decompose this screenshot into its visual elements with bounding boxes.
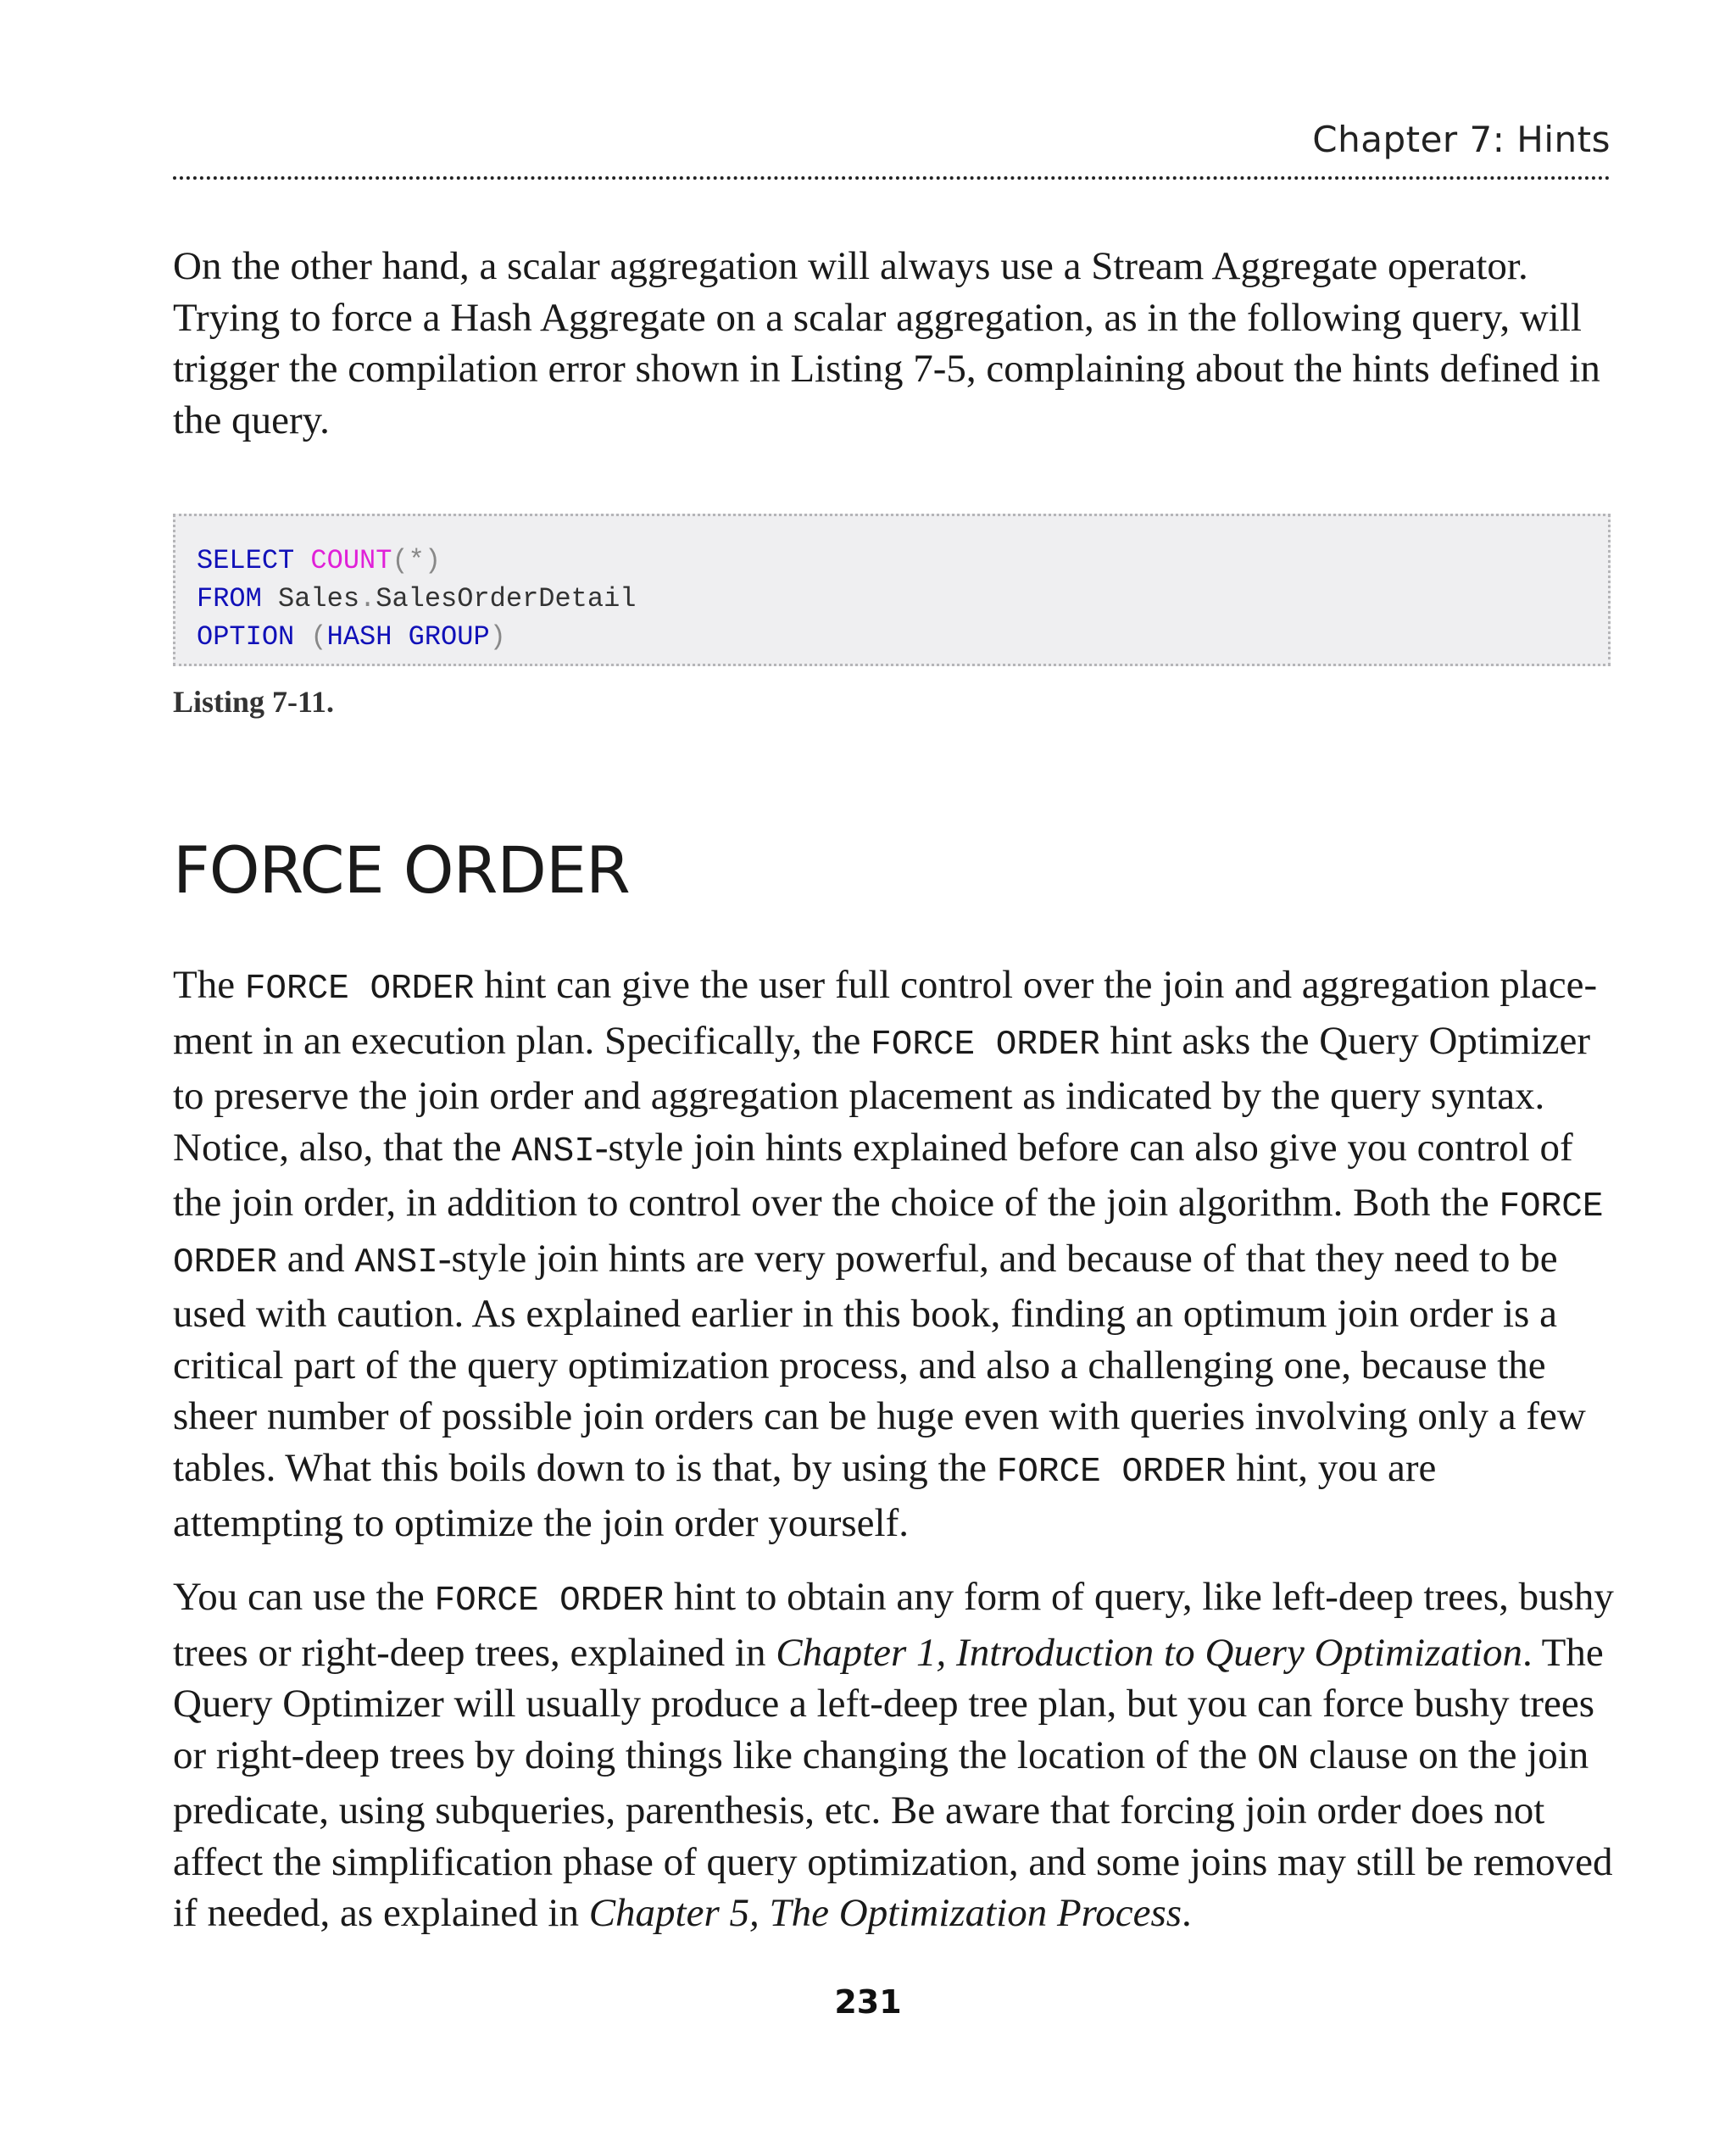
page-header bbox=[173, 112, 1611, 180]
inline-code: FORCE ORDER bbox=[173, 1187, 1604, 1282]
inline-code: FORCE ORDER bbox=[244, 970, 475, 1009]
code-punctuation: ) bbox=[489, 621, 506, 653]
code-punctuation: . bbox=[359, 583, 376, 614]
code-keyword: OPTION bbox=[197, 621, 295, 653]
code-identifier: Sales bbox=[278, 583, 360, 614]
paragraph-text: hint, you are attempting to optimize the join order yourself. bbox=[173, 1445, 1437, 1545]
code-line-3 bbox=[197, 618, 1608, 656]
intro-paragraph: On the other hand, a scalar aggregation will always use a Stream Aggregate operator. Trying to force a Hash Aggregate on a scalar aggregation, as in the following query, will trigger the compilation error shown in Listing 7-5, complaining about the hints defined in the query. bbox=[173, 244, 1600, 442]
paragraph-text: hint can give the user full control over the join and aggregation placement in an execution plan. Specifically, the bbox=[173, 963, 1598, 1063]
inline-code: FORCE ORDER bbox=[996, 1452, 1227, 1492]
paragraph-text: clause on the join predicate, using subqueries, parenthesis, etc. Be aware that forcing join order does not affect the simplification phase of query optimization, and some joins may still be removed if needed, as explained in bbox=[173, 1732, 1613, 1935]
paragraph-text: and bbox=[277, 1236, 355, 1281]
inline-code: ON bbox=[1257, 1739, 1299, 1779]
code-function: COUNT bbox=[310, 545, 392, 576]
paragraph-text: The bbox=[173, 963, 245, 1007]
code-keyword: SELECT bbox=[197, 545, 295, 576]
code-identifier: SalesOrderDetail bbox=[376, 583, 637, 614]
code-line-2 bbox=[197, 580, 1608, 618]
page-number: 231 bbox=[834, 1983, 902, 2021]
paragraph-text: -style join hints explained before can also give you control of the join order, in addition to control over the choice of the join algorithm. Both the bbox=[173, 1125, 1573, 1225]
chapter-reference: Chapter 5, The Optimization Process bbox=[588, 1891, 1182, 1935]
code-keyword: HASH GROUP bbox=[326, 621, 490, 653]
inline-code: FORCE ORDER bbox=[871, 1025, 1100, 1065]
code-punctuation: (*) bbox=[392, 545, 442, 576]
force-order-paragraph-1 bbox=[173, 959, 1614, 1549]
paragraph-text: hint asks the Query Optimizer to preserve the join order and aggregation placement as indicated by the query syntax. Notice, also, that the bbox=[173, 1018, 1590, 1170]
code-line-1 bbox=[197, 542, 1608, 580]
inline-code: ANSI bbox=[354, 1243, 438, 1282]
inline-code: ANSI bbox=[511, 1132, 595, 1171]
paragraph-text: . The Query Optimizer will usually produce a left-deep tree plan, but you can force bushy trees or right-deep trees by doing things like changing the location of the bbox=[173, 1630, 1604, 1777]
paragraph-text: You can use the bbox=[173, 1575, 435, 1619]
code-keyword: FROM bbox=[197, 583, 262, 614]
chapter-reference: Chapter 1, Introduction to Query Optimization bbox=[776, 1630, 1523, 1675]
paragraph-text: -style join hints are very powerful, and because of that they need to be used with caution. As explained earlier in this book, finding an optimum join order is a critical part of the query optimization process, and also a challenging one, because the sheer number of possible join orders can be huge even with queries involving only a few tables. What this boils down to is that, by using the bbox=[173, 1236, 1586, 1490]
force-order-paragraph-2 bbox=[173, 1571, 1614, 1939]
code-punctuation: ( bbox=[310, 621, 327, 653]
paragraph-text: hint to obtain any form of query, like left-deep trees, bushy trees or right-deep trees, explained in bbox=[173, 1575, 1614, 1675]
listing-caption: Listing 7-11. bbox=[173, 685, 335, 719]
code-listing bbox=[173, 514, 1611, 666]
section-heading: FORCE ORDER bbox=[173, 832, 630, 908]
inline-code: FORCE ORDER bbox=[434, 1582, 665, 1621]
chapter-label: Chapter 7: Hints bbox=[1312, 119, 1611, 160]
paragraph-text: . bbox=[1182, 1891, 1192, 1935]
